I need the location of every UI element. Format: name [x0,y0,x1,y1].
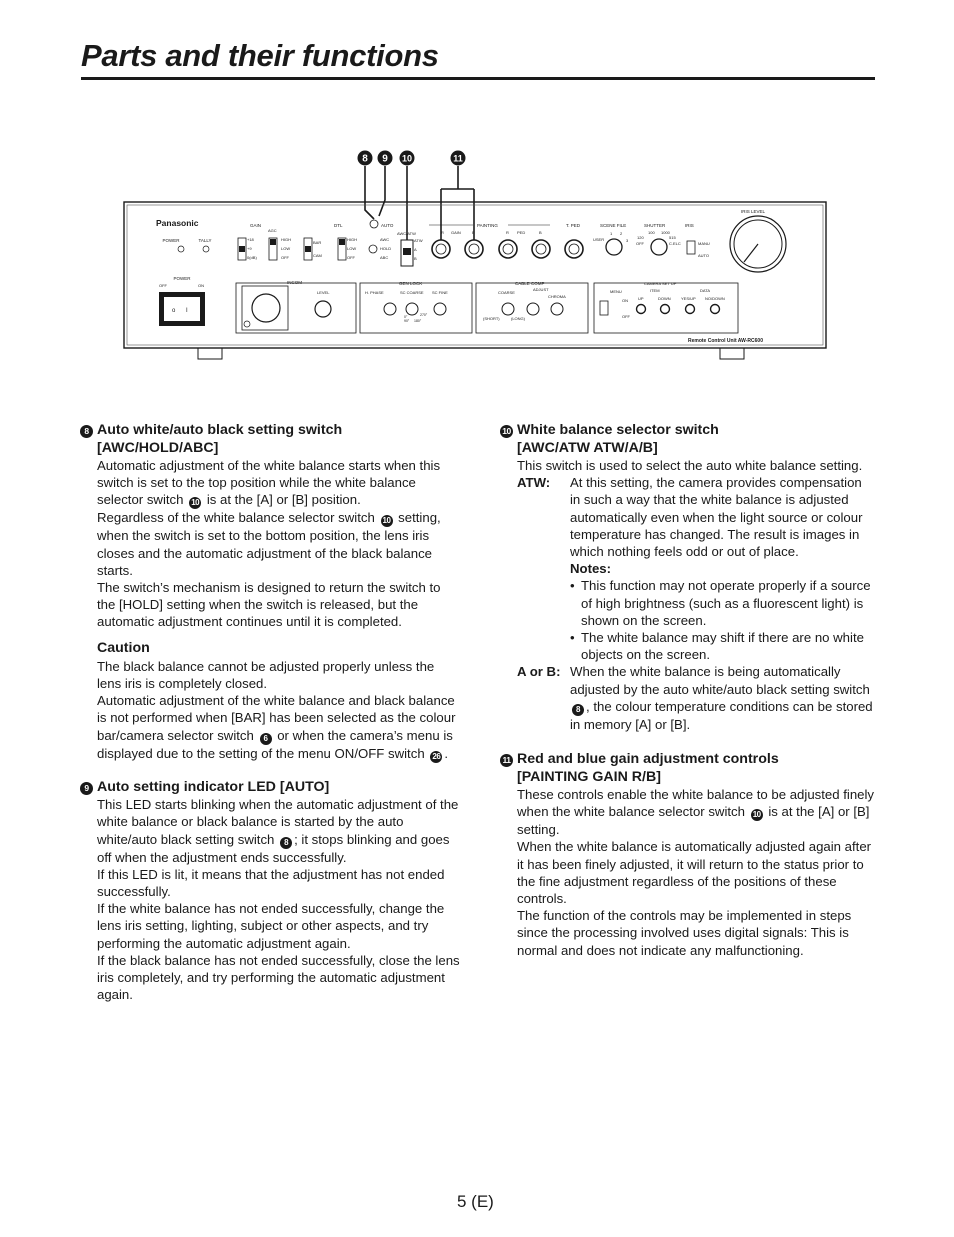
paragraph: If the white balance has not ended successfully, change the lens iris setting, lighting, subject or other aspects, and try performing the automatic adjustment again. [97,901,445,951]
svg-text:UP: UP [638,296,644,301]
svg-text:A: A [414,247,417,252]
paragraph: These controls enable the white balance to be adjusted finely when the white balance selector switch 10 is at the [A] or [B] setting. [517,787,875,838]
callout-11: 11 [453,153,463,164]
svg-text:BAR: BAR [313,240,322,245]
leader-lines [365,166,474,240]
svg-text:100: 100 [648,230,655,235]
svg-text:I: I [186,308,188,314]
svg-text:B: B [472,230,475,235]
svg-text:PAINTING: PAINTING [477,223,498,228]
svg-text:90°: 90° [404,319,410,323]
page-title: Parts and their functions [81,38,439,73]
svg-text:CAM: CAM [313,253,322,258]
svg-text:ITEM: ITEM [650,288,660,293]
svg-text:H. PHASE: H. PHASE [365,290,384,295]
paragraph: If the black balance has not ended successfully, close the lens iris completely, and try performing the automatic adjustment again. [97,952,460,1003]
title-rule [81,77,875,80]
svg-text:180°: 180° [414,319,422,323]
paragraph: This LED starts blinking when the automatic adjustment of the white balance or black balance is started by the auto white/auto black setting switch 8 ; it stops blinking and goes off when the adjustment ends successfully. [97,797,459,865]
svg-text:GAIN: GAIN [250,223,262,228]
svg-text:AUTO: AUTO [698,253,710,258]
paragraph: Automatic adjustment of the white balance starts when this switch is set to the top position while the white balance selector switch 10 is at the [A] or [B] position. [97,458,441,508]
brand-logo: Panasonic [156,218,199,228]
svg-text:PED: PED [517,230,526,235]
svg-text:1: 1 [610,231,613,236]
ref-callout: 10 [751,809,763,821]
paragraph: When the white balance is automatically adjusted again after it has been finely adjusted, it will return to the status prior to the fine adjustment regardless of the positions of these controls. [517,839,872,907]
a-or-b-definition: A or B: When the white balance is being automatically adjusted by the auto white/auto black setting switch 8 , the colour temperature conditions can be stored in memory [A] or [B]. [517,664,873,732]
svg-text:DTL: DTL [334,223,343,228]
svg-text:AWC: AWC [380,237,390,242]
svg-text:B: B [539,230,542,235]
front-panel-diagram [0,140,954,370]
paragraph: Regardless of the white balance selector switch 10 setting, when the switch is set to the bottom position, the lens iris closes and the automatic adjustment of the black balance starts. [97,510,441,578]
svg-text:HOLD: HOLD [380,246,392,251]
svg-text:CABLE COMP: CABLE COMP [515,281,545,286]
svg-text:o: o [172,308,176,314]
ref-callout: 10 [189,497,201,509]
svg-text:MENU: MENU [610,289,622,294]
section-8-heading: 8 Auto white/auto black setting switch [AWC/HOLD/ABC] [80,422,460,457]
svg-text:+9: +9 [247,246,252,251]
paragraph: The function of the controls may be implemented in steps since the processing involved uses digital signals: This is normal and does not indicate any malfunctioning. [517,908,852,958]
ref-callout: 8 [572,704,584,716]
svg-text:DOWN: DOWN [658,296,671,301]
svg-text:GEN LOCK: GEN LOCK [399,281,423,286]
svg-text:POWER: POWER [162,238,180,243]
note-item: • The white balance may shift if there are no white objects on the screen. [570,630,864,663]
svg-text:ADJUST: ADJUST [533,287,549,292]
ref-callout: 8 [280,837,292,849]
paragraph: Automatic adjustment of the white balance and black balance is not performed when [BAR] has been selected as the colour bar/camera selector switch 6 or when the camera’s menu is displayed due to the setting of the menu ON/OFF switch 26 . [97,693,456,761]
left-column [80,422,460,1003]
section-9-heading: 9 Auto setting indicator LED [AUTO] [80,779,460,797]
svg-text:YES/UP: YES/UP [681,296,696,301]
svg-text:R: R [506,230,509,235]
svg-text:LOW: LOW [281,246,291,251]
ref-callout: 10 [381,515,393,527]
svg-text:CHROMA: CHROMA [548,294,566,299]
svg-text:2: 2 [620,231,623,236]
svg-text:SC FINE: SC FINE [432,290,448,295]
callout-markers [358,151,466,166]
section-10-heading: 10 White balance selector switch [AWC/ATW ATW/A/B] [500,422,875,457]
page-number: 5 (E) [457,1192,494,1211]
section-10 [500,422,875,733]
svg-text:ABC: ABC [380,255,389,260]
paragraph: The black balance cannot be adjusted properly unless the lens iris is completely closed. [97,658,435,692]
svg-text:SC COARSE: SC COARSE [400,290,424,295]
paragraph: If this LED is lit, it means that the adjustment has not ended successfully. [97,866,445,899]
svg-text:USER: USER [593,237,605,242]
svg-text:DATA: DATA [700,288,711,293]
svg-text:B: B [414,256,417,261]
ref-callout: 6 [260,733,272,745]
svg-text:270°: 270° [420,313,428,317]
svg-text:HIGH: HIGH [281,237,291,242]
svg-text:OFF: OFF [347,255,355,260]
svg-text:IRIS: IRIS [685,223,694,228]
svg-text:T. PED: T. PED [566,223,581,228]
svg-text:ON: ON [198,283,204,288]
svg-text:NO/DOWN: NO/DOWN [705,296,725,301]
svg-text:COARSE: COARSE [498,290,515,295]
svg-text:GAIN: GAIN [451,230,461,235]
svg-text:OFF: OFF [281,255,289,260]
svg-text:POWER: POWER [173,276,191,281]
svg-text:LOW: LOW [347,246,357,251]
svg-text:AGC: AGC [268,228,277,233]
notes-heading: Notes: [570,561,612,577]
callout-9: 9 [382,153,388,165]
svg-text:ATW: ATW [414,238,423,243]
svg-text:C.ELC: C.ELC [669,241,681,246]
atw-definition: ATW: At this setting, the camera provides compensation in such a way that the white balance is adjusted automatically even when the light source or colour temperature has changed. The result is images in which nothing feels odd or out of place. Notes: • This function may not operate properly if a source of high brightness (such as a fluorescent light) is shown on the screen. • The white balance may shift if there are no white objects on the screen. [517,474,875,663]
svg-text:OFF: OFF [622,314,630,319]
svg-text:AWC/ATW: AWC/ATW [397,231,416,236]
note-item: • This function may not operate properly if a source of high brightness (such as a fluorescent light) is shown on the screen. [570,578,871,628]
svg-text:OFF: OFF [636,241,644,246]
paragraph: The switch’s mechanism is designed to return the switch to the [HOLD] setting when the switch is released, but the automatic adjustment continues until it is completed. [97,580,441,630]
svg-text:+18: +18 [247,237,254,242]
svg-text:SHUTTER: SHUTTER [644,223,666,228]
svg-text:CAMERA SET UP: CAMERA SET UP [644,281,677,286]
ref-callout: 26 [430,751,442,763]
svg-text:TALLY: TALLY [198,238,212,243]
svg-text:OFF: OFF [159,283,167,288]
svg-text:MANU: MANU [698,241,710,246]
svg-text:AUTO: AUTO [381,223,394,228]
section-9 [80,779,460,1004]
callout-number: 8 [80,425,93,438]
callout-10: 10 [401,153,413,164]
caution-heading: Caution [97,639,150,656]
svg-text:1000: 1000 [661,230,670,235]
model-label: Remote Control Unit AW-RC600 [688,338,763,344]
svg-text:(LONG): (LONG) [511,316,525,321]
right-column [500,422,875,959]
callout-number: 9 [80,782,93,795]
svg-text:SCENE FILE: SCENE FILE [600,223,627,228]
section-11 [500,751,875,959]
panel-outline [124,202,826,348]
svg-text:515: 515 [669,235,676,240]
svg-text:R: R [441,230,444,235]
svg-text:HIGH: HIGH [347,237,357,242]
callout-number: 10 [500,425,513,438]
svg-text:0(dB): 0(dB) [247,255,257,260]
callout-number: 11 [500,754,513,767]
svg-text:120: 120 [637,235,644,240]
callout-8: 8 [362,153,368,165]
svg-text:LEVEL: LEVEL [317,290,330,295]
svg-text:3: 3 [626,238,629,243]
svg-text:INCOM: INCOM [287,280,302,285]
svg-text:IRIS LEVEL: IRIS LEVEL [741,209,766,214]
svg-text:ON: ON [622,298,628,303]
svg-text:(SHORT): (SHORT) [483,316,500,321]
section-8 [80,422,460,763]
svg-text:0°: 0° [404,315,408,319]
section-11-heading: 11 Red and blue gain adjustment controls [PAINTING GAIN R/B] [500,751,875,786]
paragraph: This switch is used to select the auto white balance setting. [517,458,863,473]
